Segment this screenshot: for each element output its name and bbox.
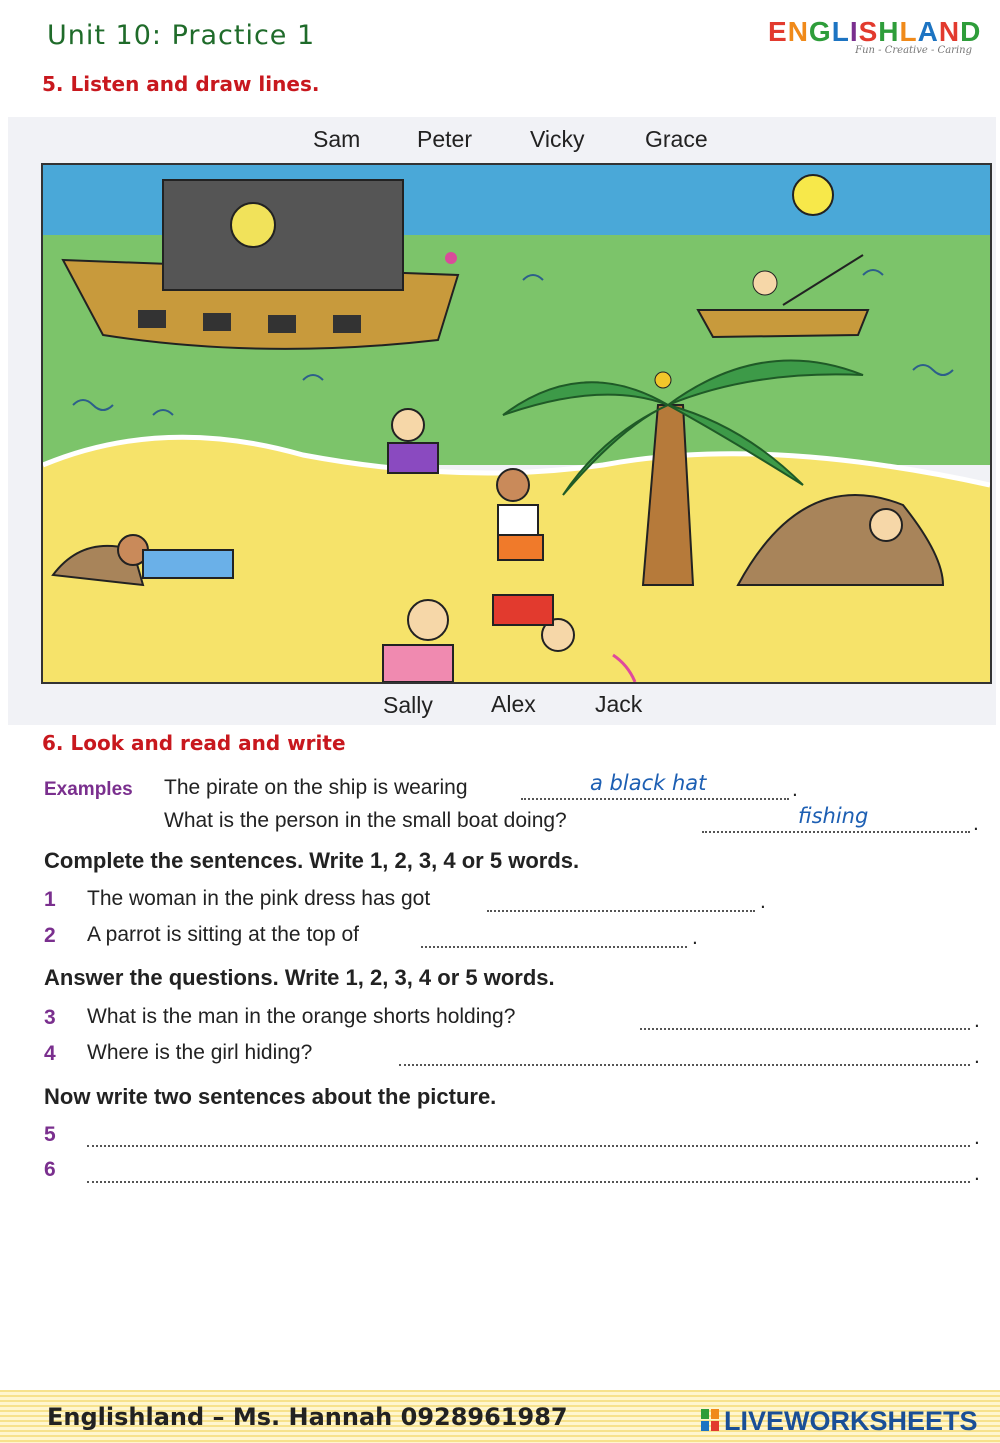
parrot-in-tree [655, 372, 671, 388]
q3-number: 3 [44, 1006, 56, 1029]
write-heading: Now write two sentences about the picture. [44, 1084, 497, 1109]
q4-answer-input[interactable] [401, 1039, 972, 1065]
name-alex: Alex [491, 691, 536, 717]
q4-text: Where is the girl hiding? [87, 1041, 313, 1064]
q6-answer-input[interactable] [89, 1156, 972, 1182]
q2-answer-input[interactable] [423, 921, 689, 947]
q1-number: 1 [44, 888, 56, 911]
name-peter: Peter [417, 126, 472, 152]
examples-label: Examples [44, 779, 133, 800]
example1-period: . [792, 778, 798, 801]
q1-text: The woman in the pink dress has got [87, 887, 431, 910]
example2-line [702, 831, 970, 833]
logo-letter: A [917, 16, 939, 47]
example1-text: The pirate on the ship is wearing [164, 776, 468, 799]
logo-letter: L [899, 16, 918, 47]
name-sam: Sam [313, 126, 361, 152]
logo-letter: G [808, 16, 832, 47]
footer-credit: Englishland – Ms. Hannah 0928961987 [47, 1403, 568, 1431]
sun [793, 175, 833, 215]
logo-letter: I [849, 16, 859, 47]
example2-period: . [973, 812, 979, 835]
englishland-logo [768, 16, 982, 56]
logo-wordmark [768, 16, 982, 48]
logo-letter: N [787, 16, 809, 47]
q1-answer-input[interactable] [489, 885, 757, 911]
q6-number: 6 [44, 1158, 56, 1181]
q3-text: What is the man in the orange shorts holding? [87, 1005, 516, 1028]
logo-tagline: Fun - Creative - Caring [855, 45, 972, 56]
logo-letter: S [858, 16, 879, 47]
skull-emblem [231, 203, 275, 247]
example1-line [521, 798, 789, 800]
q4-number: 4 [44, 1042, 56, 1065]
page-title: Unit 10: Practice 1 [47, 20, 316, 51]
answer-heading: Answer the questions. Write 1, 2, 3, 4 or 5 words. [44, 965, 555, 990]
q4-period: . [974, 1045, 980, 1068]
q5-period: . [974, 1126, 980, 1149]
name-vicky: Vicky [530, 126, 585, 152]
q3-period: . [974, 1009, 980, 1032]
logo-letter: H [878, 16, 900, 47]
fisherman [753, 271, 777, 295]
name-grace: Grace [645, 126, 708, 152]
q2-text: A parrot is sitting at the top of [87, 923, 359, 946]
pirate-ship-sail [163, 180, 403, 290]
beach-scene-drawing [43, 165, 990, 682]
liveworksheets-icon [700, 1408, 720, 1432]
logo-letter: L [831, 16, 850, 47]
section5-heading: 5. Listen and draw lines. [42, 72, 320, 96]
logo-letter: D [960, 16, 982, 47]
name-jack: Jack [595, 691, 643, 717]
q5-answer-input[interactable] [89, 1120, 972, 1146]
logo-letter: E [768, 16, 788, 47]
beach-scene-illustration [41, 163, 992, 684]
example2-answer: fishing [798, 804, 869, 828]
q6-period: . [974, 1162, 980, 1185]
example2-text: What is the person in the small boat doing? [164, 809, 567, 832]
liveworksheets-brand[interactable]: LIVEWORKSHEETS [724, 1406, 978, 1436]
logo-letter: N [938, 16, 961, 47]
q2-number: 2 [44, 924, 56, 947]
q3-answer-input[interactable] [642, 1003, 972, 1029]
q2-period: . [692, 926, 698, 949]
q1-period: . [760, 890, 766, 913]
example1-answer: a black hat [590, 771, 707, 795]
q5-number: 5 [44, 1123, 56, 1146]
complete-heading: Complete the sentences. Write 1, 2, 3, 4 or 5 words. [44, 848, 580, 873]
section6-heading: 6. Look and read and write [42, 731, 346, 755]
parrot-on-ship [445, 252, 457, 264]
small-boat [698, 310, 868, 337]
name-sally: Sally [383, 692, 433, 718]
